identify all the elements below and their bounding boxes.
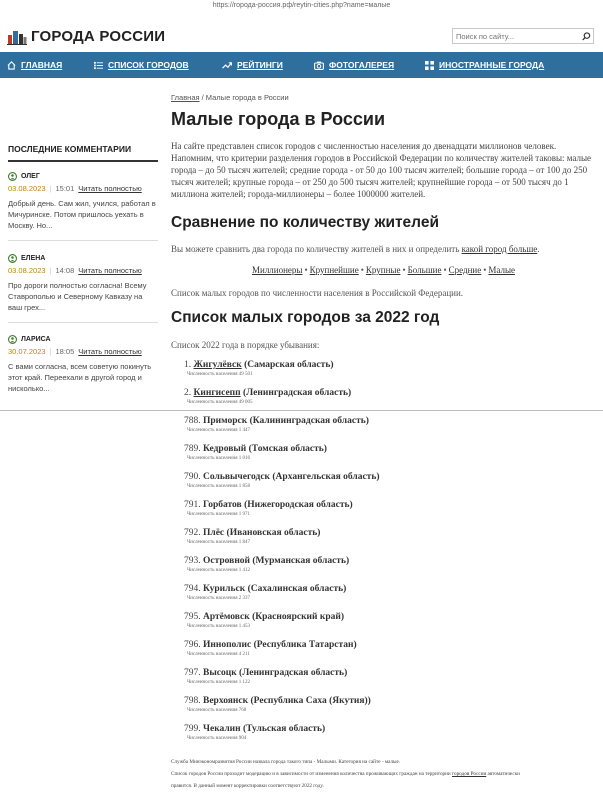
city-name: Островной [203, 556, 251, 566]
city-name: Иннополис [203, 640, 252, 650]
city-item [184, 668, 603, 685]
city-item [184, 528, 603, 545]
footer-text-end: автоматически [486, 771, 520, 777]
city-item [184, 472, 603, 489]
read-more-link[interactable]: Читать полностью [78, 184, 142, 193]
city-line [184, 444, 603, 454]
list-subtitle: Список 2022 года в порядке убывания: [171, 340, 320, 350]
city-line [184, 472, 603, 482]
city-line [184, 556, 603, 566]
city-population: Численность населения 1 016 [187, 456, 251, 461]
category-separator: • [402, 265, 406, 275]
city-region: (Ивановская область) [224, 528, 321, 538]
city-region: (Нижегородская область) [241, 500, 353, 510]
comment-meta [8, 347, 158, 356]
list-heading: Список малых городов за 2022 год [171, 309, 440, 326]
city-region: (Красноярский край) [249, 612, 345, 622]
city-name: Плёс [203, 528, 225, 538]
home-icon [7, 61, 16, 70]
site-name: ГОРОДА РОССИИ [31, 28, 166, 45]
city-region: (Мурманская область) [250, 556, 350, 566]
city-item [184, 360, 603, 377]
meta-separator: | [49, 184, 52, 193]
city-line [184, 668, 603, 678]
trend-icon [222, 61, 232, 70]
comment-divider [8, 322, 158, 323]
city-population: Численность населения 1 122 [187, 680, 251, 685]
site-header [0, 14, 603, 54]
city-name-link[interactable]: Кингисепп [193, 388, 241, 398]
city-rank: 793. [184, 556, 201, 566]
compare-paragraph [171, 244, 540, 254]
city-rank: 794. [184, 584, 201, 594]
city-line [184, 416, 603, 426]
breadcrumb [171, 93, 289, 102]
city-population: Численность населения 2 337 [187, 596, 251, 601]
city-name: Высоцк [203, 668, 237, 678]
city-item [184, 696, 603, 713]
comment-time: 15:01 [55, 184, 75, 193]
city-population: Численность населения 1 453 [187, 624, 251, 629]
city-rank: 796. [184, 640, 201, 650]
city-population: Численность населения 1 447 [187, 428, 251, 433]
nav-item-label: ГЛАВНАЯ [21, 60, 63, 70]
meta-separator: | [49, 266, 52, 275]
nav-item-home[interactable] [7, 52, 62, 78]
city-line [184, 612, 603, 622]
city-population: Численность населения 1 858 [187, 484, 251, 489]
city-region: (Республика Татарстан) [251, 640, 357, 650]
city-item [184, 724, 603, 741]
list-caption: Список малых городов по численности населения в Российской Федерации. [171, 288, 464, 298]
sidebar-title: ПОСЛЕДНИЕ КОММЕНТАРИИ [8, 144, 132, 154]
nav-item-gallery[interactable] [314, 52, 394, 78]
city-population: Численность населения 904 [187, 736, 247, 741]
city-name: Кедровый [203, 444, 247, 454]
category-separator: • [360, 265, 364, 275]
city-name: Сольвычегодск [203, 472, 271, 482]
intro-paragraph: На сайте представлен список городов с численностью населения до двенадцати миллионов человек. Напомним, что критерии разделения городов в Российской Федерации по количеству жителей таковы: малые города – до 50 тысяч жителей; средние города - от 50 до 100 тысяч жителей; большие города – от 100 до 250 тысяч жителей; крупные города – от 250 до 500 тысяч жителей; крупнейшие города – от 500 тысяч до 1 миллиона жителей; города-миллионеры – более 1000000 жителей. [171, 141, 592, 199]
camera-icon [314, 61, 324, 70]
comment-text: Про дороги полностью согласна! Всему Ставрополью и Северному Кавказу на ваш грех... [8, 281, 147, 312]
comment-meta [8, 266, 158, 275]
city-item [184, 388, 603, 405]
city-line [184, 584, 603, 594]
comment-author-row [8, 172, 158, 181]
category-link-large[interactable]: Крупные [365, 265, 401, 275]
footer-line-2 [171, 770, 596, 778]
city-rank: 791. [184, 500, 201, 510]
comment-divider [8, 240, 158, 241]
city-rank: 798. [184, 696, 201, 706]
city-item [184, 500, 603, 517]
read-more-link[interactable]: Читать полностью [78, 347, 142, 356]
category-link-millionaires[interactable]: Миллионеры [252, 265, 303, 275]
user-icon [8, 335, 17, 344]
search-input[interactable] [453, 29, 579, 43]
user-icon [8, 172, 17, 181]
city-line [184, 528, 603, 538]
city-region: (Ленинградская область) [236, 668, 348, 678]
category-separator: • [443, 265, 447, 275]
nav-item-ratings[interactable] [222, 52, 283, 78]
footer-line-3: правится. В данный момент корректировки соответствуют 2022 году. [171, 783, 324, 789]
comment-author-row [8, 254, 158, 263]
city-item [184, 444, 603, 461]
category-link-medium[interactable]: Средние [448, 265, 482, 275]
city-rank: 792. [184, 528, 201, 538]
city-rank: 797. [184, 668, 201, 678]
comment-author: ЛАРИСА [21, 336, 51, 343]
comment-item [8, 335, 158, 394]
user-icon [8, 254, 17, 263]
category-links [171, 265, 596, 275]
city-region: (Томская область) [246, 444, 327, 454]
city-name: Курильск [203, 584, 246, 594]
search-icon[interactable] [579, 29, 593, 43]
city-line [184, 388, 603, 398]
city-population: Численность населения 768 [187, 708, 247, 713]
breadcrumb-current: / Малые города в России [199, 93, 289, 102]
nav-item-label: РЕЙТИНГИ [237, 60, 283, 70]
footer-text: Список городов России проходит модерацию и в зависимости от изменения количества проживающих граждан на территории [171, 771, 452, 777]
category-link-largest[interactable]: Крупнейшие [309, 265, 359, 275]
city-name: Верхоянск [203, 696, 249, 706]
city-logo-icon [7, 29, 27, 45]
city-line [184, 640, 603, 650]
sidebar-divider [8, 160, 158, 162]
site-logo[interactable] [7, 28, 165, 45]
comment-time: 18:05 [55, 347, 75, 356]
city-rank: 790. [184, 472, 201, 482]
city-region: (Самарская область) [241, 360, 334, 370]
comment-text: Добрый день. Сам жил, учился, работал в Мичуринске. Потом пришлось уехать в Москву. Но... [8, 199, 156, 230]
breadcrumb-home-link[interactable]: Главная [171, 93, 200, 102]
search-box [452, 28, 594, 44]
compare-heading: Сравнение по количеству жителей [171, 214, 439, 231]
city-line [184, 360, 603, 370]
footer-cities-link[interactable]: городов России [452, 771, 487, 777]
comment-author: ЕЛЕНА [21, 255, 46, 262]
comment-date: 03.08.2023 [8, 266, 46, 275]
comment-author-row [8, 335, 158, 344]
city-region: (Республика Саха (Якутия)) [248, 696, 371, 706]
city-rank: 788. [184, 416, 201, 426]
comment-time: 14:08 [55, 266, 75, 275]
city-population: Численность населения 49 005 [187, 400, 253, 405]
city-rank: 2. [184, 388, 192, 398]
city-rank: 799. [184, 724, 201, 734]
comment-meta [8, 184, 158, 193]
nav-item-label: ИНОСТРАННЫЕ ГОРОДА [439, 60, 545, 70]
nav-item-foreign[interactable] [425, 52, 544, 78]
nav-item-label: ФОТОГАЛЕРЕЯ [329, 60, 395, 70]
list-icon [94, 61, 103, 70]
comment-text: С вами согласна, всем советую покинуть этот край. Переехали в другой город и нисколько... [8, 362, 152, 393]
comment-date: 30.07.2023 [8, 347, 46, 356]
city-population: Численность населения 1 971 [187, 512, 251, 517]
city-region: (Архангельская область) [270, 472, 380, 482]
compare-link[interactable]: какой город больше [461, 244, 538, 254]
city-population: Численность населения 4 211 [187, 652, 250, 657]
comment-item [8, 254, 158, 313]
city-name: Чекалин [203, 724, 241, 734]
footer-line-1: Служба Минэкономразвития России назвала города такого типа - Малыми. Категория на сайте - малые. [171, 759, 401, 765]
grid-icon [425, 61, 434, 70]
comment-item [8, 172, 158, 231]
footer-note [171, 758, 596, 790]
meta-separator: | [49, 347, 52, 356]
comment-date: 03.08.2023 [8, 184, 46, 193]
compare-text-end: . [537, 244, 540, 254]
nav-item-label: СПИСОК ГОРОДОВ [108, 60, 189, 70]
city-rank: 789. [184, 444, 201, 454]
read-more-link[interactable]: Читать полностью [78, 266, 142, 275]
city-line [184, 724, 603, 734]
city-region: (Сахалинская область) [245, 584, 347, 594]
city-name: Приморск [203, 416, 248, 426]
city-item [184, 584, 603, 601]
compare-text: Вы можете сравнить два города по количеству жителей в них и определить [171, 244, 462, 254]
city-item [184, 612, 603, 629]
city-item [184, 640, 603, 657]
city-population: Численность населения 1 847 [187, 540, 251, 545]
city-population: Численность населения 1 412 [187, 568, 251, 573]
city-item [184, 416, 603, 433]
address-bar[interactable]: https://города-россия.рф/reytin-cities.php?name=малые [212, 2, 391, 9]
category-link-small[interactable]: Малые [488, 265, 515, 275]
city-region: (Калининградская область) [247, 416, 369, 426]
city-rank: 1. [184, 360, 192, 370]
category-link-big[interactable]: Большие [407, 265, 442, 275]
city-region: (Ленинградская область) [240, 388, 352, 398]
category-separator: • [483, 265, 487, 275]
sidebar [8, 78, 158, 411]
city-line [184, 500, 603, 510]
nav-item-cities[interactable] [94, 52, 189, 78]
lower-section [0, 411, 603, 800]
city-population: Численность населения 49 501 [187, 372, 253, 377]
city-line [184, 696, 603, 706]
page-title: Малые города в России [171, 109, 386, 129]
comment-author: ОЛЕГ [21, 173, 40, 180]
city-region: (Тульская область) [240, 724, 326, 734]
city-name-link[interactable]: Жигулёвск [193, 360, 242, 370]
main-nav [0, 52, 603, 78]
city-rank: 795. [184, 612, 201, 622]
city-name: Горбатов [203, 500, 242, 510]
city-name: Артёмовск [203, 612, 250, 622]
city-item [184, 556, 603, 573]
category-separator: • [304, 265, 308, 275]
